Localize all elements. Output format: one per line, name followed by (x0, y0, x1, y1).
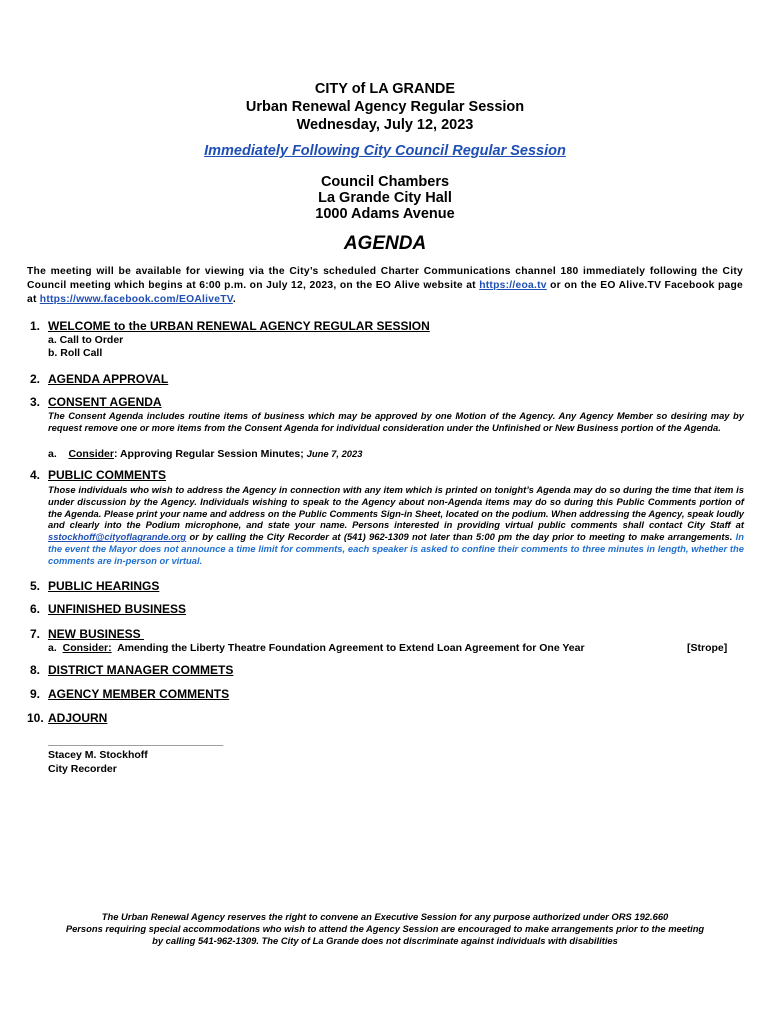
footer-line-1: The Urban Renewal Agency reserves the right to convene an Executive Session for any purpose authorized under ORS 192.660 (101, 911, 669, 922)
item-title: DISTRICT MANAGER COMMETS (48, 663, 234, 677)
item-number: 3. (30, 395, 41, 409)
eoa-link[interactable]: https://eoa.tv (479, 280, 547, 291)
minutes-date: June 7, 2023 (306, 448, 363, 459)
agenda-item-7 (30, 627, 144, 641)
item-number: 9. (30, 687, 41, 701)
footer-notice (0, 911, 770, 947)
item-number: 2. (30, 372, 41, 386)
item-number: 7. (30, 627, 41, 641)
consider-label: Consider: (62, 642, 112, 654)
item-title: AGENDA APPROVAL (48, 372, 169, 386)
sub-prefix: a. (48, 642, 57, 654)
document-header (0, 80, 770, 134)
agenda-item-8 (30, 663, 233, 677)
sub-text: Amending the Liberty Theatre Foundation Agreement to Extend Loan Agreement for One Year (111, 642, 585, 654)
sub-item-liberty-theatre (48, 642, 585, 655)
signer-role: City Recorder (48, 763, 117, 775)
sub-prefix: a. (48, 448, 57, 460)
agenda-item-5 (30, 579, 159, 593)
agenda-title: AGENDA (343, 233, 427, 254)
session-date: Wednesday, July 12, 2023 (296, 117, 474, 133)
presenter-label: [Strope] (687, 642, 728, 654)
signature-block (48, 734, 223, 776)
item-title: PUBLIC HEARINGS (48, 579, 160, 593)
facebook-link[interactable]: https://www.facebook.com/EOAliveTV (39, 294, 233, 305)
sub-text: : Approving Regular Session Minutes; (113, 448, 304, 460)
footer-line-2: Persons requiring special accommodations who wish to attend the Agency Session are encouraged to make arrangements prior to the meeting (65, 923, 705, 934)
item-number: 1. (30, 319, 41, 333)
consent-agenda-note: The Consent Agenda includes routine items of business which may be approved by one Motion of the Agency. Any Agency Member so desiring may by request remove one or more items from the Consent Agenda for individual consideration under the Unfinished or New Business portion of the Agenda. (48, 410, 744, 433)
item-title: AGENCY MEMBER COMMENTS (48, 687, 230, 701)
following-note: Immediately Following City Council Regular Session (204, 143, 566, 159)
agenda-item-2 (30, 372, 168, 386)
signature-line: ______________________________ (48, 735, 224, 747)
agenda-item-10 (27, 711, 107, 725)
sub-item-call-to-order: a. Call to Order (48, 334, 124, 346)
intro-text-3: . (232, 294, 237, 305)
item-number: 4. (30, 468, 41, 482)
intro-text: The meeting will be available for viewing via the City’s scheduled Charter Communications channel 180 immediately following the City Council meeting which begins at 6:00 p.m. on July 12, 2023, on the EO Alive website at (27, 266, 743, 291)
time-limit-note: In the event the Mayor does not announce a time limit for comments, each speaker is asked to confine their comments to three minutes in length, whether the comments are in-person or virtual. (48, 531, 744, 566)
item-title: PUBLIC COMMENTS (48, 468, 166, 482)
item-title: NEW BUSINESS (48, 627, 145, 641)
item-number: 5. (30, 579, 41, 593)
item-title: ADJOURN (48, 711, 108, 725)
comments-text: Those individuals who wish to address the Agency in connection with any item which is printed on tonight’s Agenda may do so during the time that item is under discussion by the Agency. Individuals wishing to speak to the Agency about non-Agenda items may do so during this Public Comments portion of the Agenda. Please print your name and address on the Public Comments Sign-in Sheet, located on the podium. When addressing the Agency, speak loudly and clearly into the Podium microphone, and state your name. Persons interested in providing virtual public comments shall contact City Staff at (48, 484, 744, 531)
item-number: 8. (30, 663, 41, 677)
comments-text-2: or by calling the City Recorder at (541) 962-1309 not later than 5:00 pm the day prior to meeting to make arrangements. (186, 531, 736, 543)
agenda-item-1 (30, 319, 430, 333)
signer-name: Stacey M. Stockhoff (48, 749, 148, 761)
agenda-item-3 (30, 395, 162, 409)
item-title: UNFINISHED BUSINESS (48, 602, 187, 616)
recorder-email-link[interactable]: sstockhoff@cityoflagrande.org (48, 531, 187, 543)
location-address: 1000 Adams Avenue (315, 206, 455, 222)
intro-text-2: or on the EO Alive.TV Facebook page at (27, 280, 743, 305)
sub-item-minutes (48, 447, 362, 461)
public-comments-note (48, 484, 744, 567)
location-building: La Grande City Hall (318, 190, 452, 206)
item-number: 6. (30, 602, 41, 616)
agenda-item-9 (30, 687, 229, 701)
session-title: Urban Renewal Agency Regular Session (245, 99, 525, 115)
item-title: WELCOME to the URBAN RENEWAL AGENCY REGULAR SESSION (48, 319, 430, 333)
agenda-item-4 (30, 468, 166, 482)
item-title: CONSENT AGENDA (48, 395, 162, 409)
meeting-location (0, 174, 770, 222)
consider-label: Consider (68, 448, 114, 460)
footer-line-3: by calling 541-962-1309. The City of La Grande does not discriminate against individuals with disabilities (152, 935, 618, 946)
agenda-item-6 (30, 602, 186, 616)
city-title: CITY of LA GRANDE (314, 81, 456, 97)
sub-item-roll-call: b. Roll Call (48, 347, 103, 359)
intro-paragraph (27, 265, 743, 307)
location-room: Council Chambers (320, 174, 450, 190)
item-number: 10. (27, 711, 44, 725)
